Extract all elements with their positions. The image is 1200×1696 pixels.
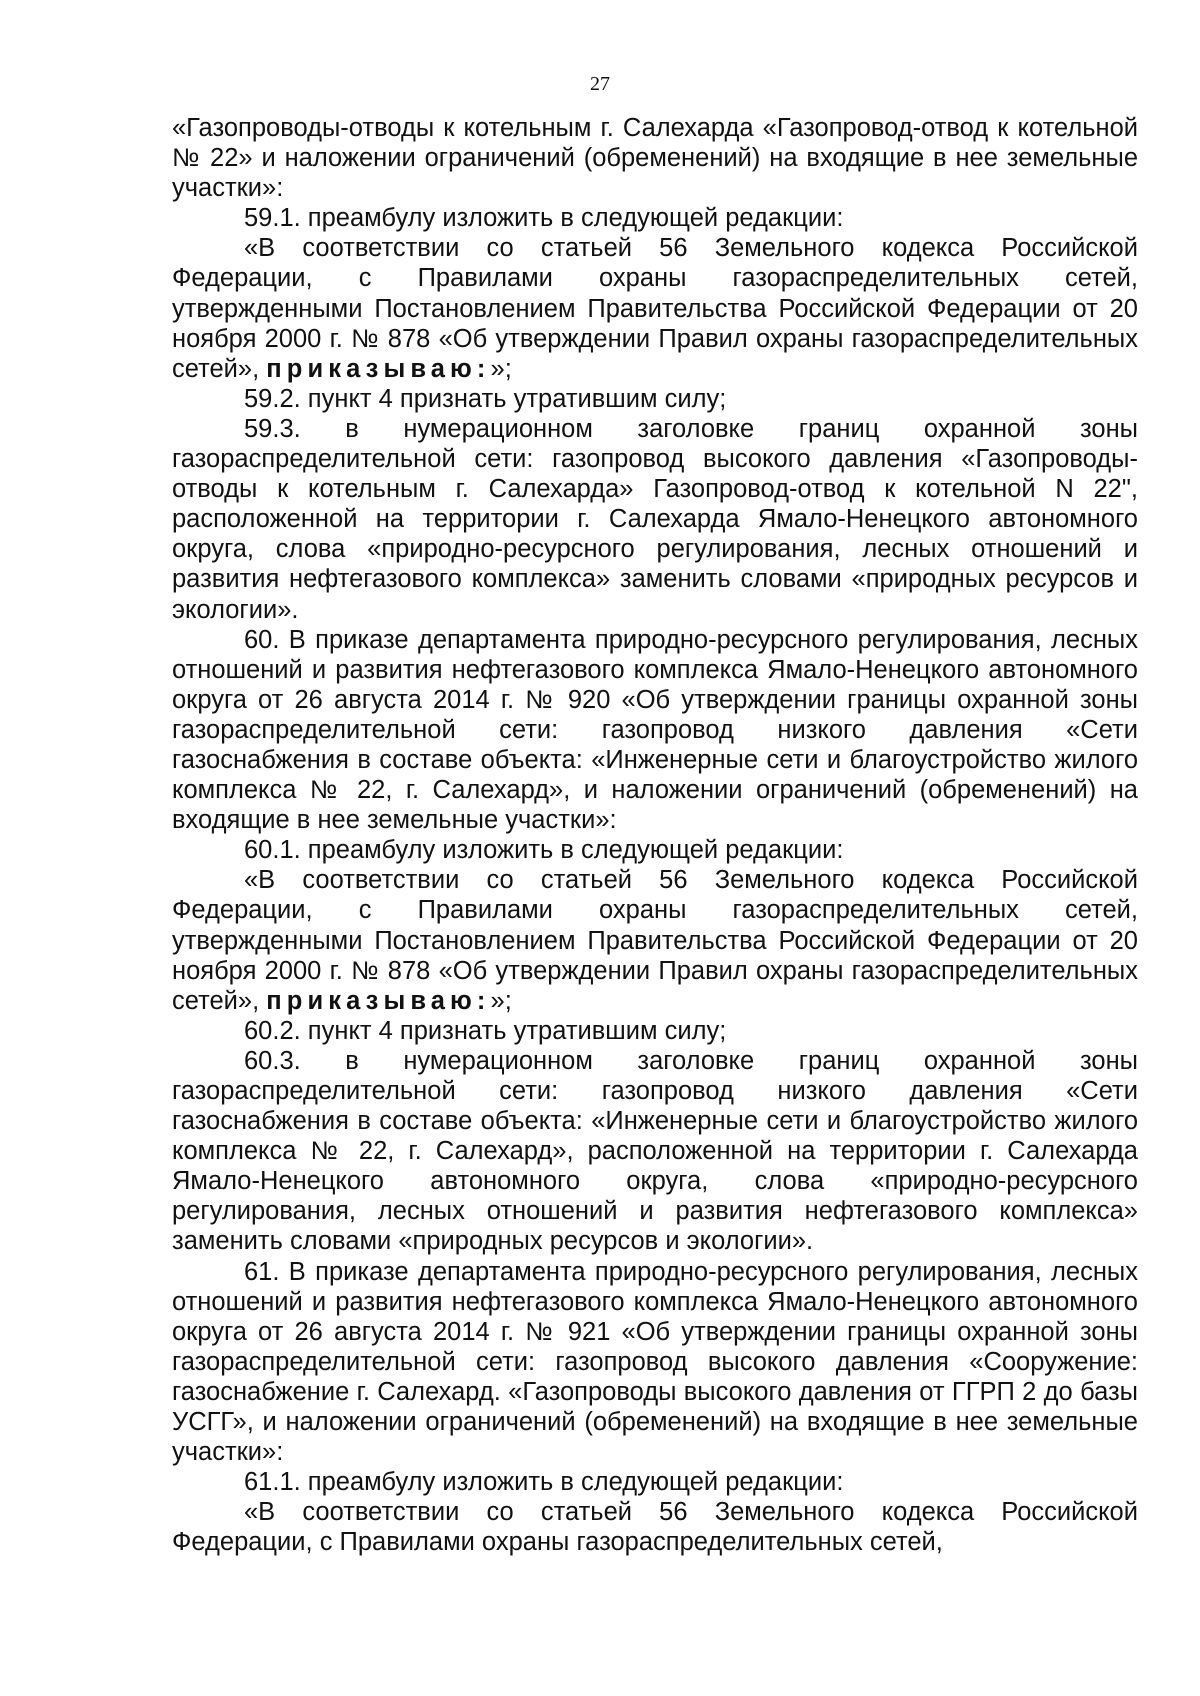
paragraph	[172, 865, 1138, 1015]
paragraph-text: 60.3. в нумерационном заголовке границ охранной зоны газораспределительной сети: газопровод низкого давления «Сети газоснабжения в составе объекта: «Инженерные сети и благоустройство жилого комплекса № 22, г. Салехард», расположенной на территории г. Салехарда Ямало-Ненецкого автономного округа, слова «природно-ресурсного регулирования, лесных отношений и развития нефтегазового комплекса» заменить словами «природных ресурсов и экологии».	[172, 1046, 1138, 1256]
paragraph	[172, 1016, 1138, 1046]
paragraph	[172, 1046, 1138, 1257]
paragraph	[172, 384, 1138, 414]
paragraph	[172, 203, 1138, 233]
paragraph-text: 59.3. в нумерационном заголовке границ охранной зоны газораспределительной сети: газопровод высокого давления «Газопроводы-отводы к котельным г. Салехарда» Газопровод-отвод к котельной N 22", расположенной на территории г. Салехарда Ямало-Ненецкого автономного округа, слова «природно-ресурсного регулирования, лесных отношений и развития нефтегазового комплекса» заменить словами «природных ресурсов и экологии».	[172, 414, 1138, 624]
paragraph-text: 60.1. преамбулу изложить в следующей редакции:	[244, 836, 844, 865]
paragraph	[172, 625, 1138, 836]
paragraph	[172, 414, 1138, 625]
paragraph	[172, 1467, 1138, 1497]
paragraph-text: 61. В приказе департамента природно-ресурсного регулирования, лесных отношений и развития нефтегазового комплекса Ямало-Ненецкого автономного округа от 26 августа 2014 г. № 921 «Об утверждении границы охранной зоны газораспределительной сети: газопровод высокого давления «Сооружение: газоснабжение г. Салехард. «Газопроводы высокого давления от ГГРП 2 до базы УСГГ», и наложении ограничений (обременений) на входящие в нее земельные участки»:	[172, 1257, 1138, 1467]
paragraph	[172, 835, 1138, 865]
paragraph	[172, 233, 1138, 383]
paragraph-tail: »;	[490, 986, 512, 1015]
paragraph-text: 60. В приказе департамента природно-ресурсного регулирования, лесных отношений и развития нефтегазового комплекса Ямало-Ненецкого автономного округа от 26 августа 2014 г. № 920 «Об утверждении границы охранной зоны газораспределительной сети: газопровод низкого давления «Сети газоснабжения в составе объекта: «Инженерные сети и благоустройство жилого комплекса № 22, г. Салехард», и наложении ограничений (обременений) на входящие в нее земельные участки»:	[172, 625, 1138, 835]
paragraph-text: 60.2. пункт 4 признать утратившим силу;	[244, 1016, 727, 1045]
document-body	[172, 113, 1138, 1558]
paragraph-tail: »;	[490, 354, 512, 383]
paragraph-text: 61.1. преамбулу изложить в следующей редакции:	[244, 1468, 844, 1497]
paragraph	[172, 1257, 1138, 1468]
page-number: 27	[590, 73, 610, 95]
paragraph-text: «В соответствии со статьей 56 Земельного кодекса Российской Федерации, с Правилами охраны газораспределительных сетей,	[172, 1498, 1138, 1557]
paragraph	[172, 1497, 1138, 1557]
paragraph-text: «Газопроводы-отводы к котельным г. Салехарда «Газопровод-отвод к котельной № 22» и наложении ограничений (обременений) на входящие в нее земельные участки»:	[172, 114, 1138, 203]
paragraph-text: 59.1. преамбулу изложить в следующей редакции:	[244, 204, 844, 233]
paragraph-text: «В соответствии со статьей 56 Земельного кодекса Российской Федерации, с Правилами охраны газораспределительных сетей, утвержденными Постановлением Правительства Российской Федерации от 20 ноября 2000 г. № 878 «Об утверждении Правил охраны газораспределительных сетей»,	[172, 234, 1138, 383]
paragraph-text: «В соответствии со статьей 56 Земельного кодекса Российской Федерации, с Правилами охраны газораспределительных сетей, утвержденными Постановлением Правительства Российской Федерации от 20 ноября 2000 г. № 878 «Об утверждении Правил охраны газораспределительных сетей»,	[172, 866, 1138, 1015]
bold-order-word: приказываю:	[266, 354, 491, 383]
paragraph	[172, 113, 1138, 203]
bold-order-word: приказываю:	[266, 986, 491, 1015]
paragraph-text: 59.2. пункт 4 признать утратившим силу;	[244, 384, 727, 413]
